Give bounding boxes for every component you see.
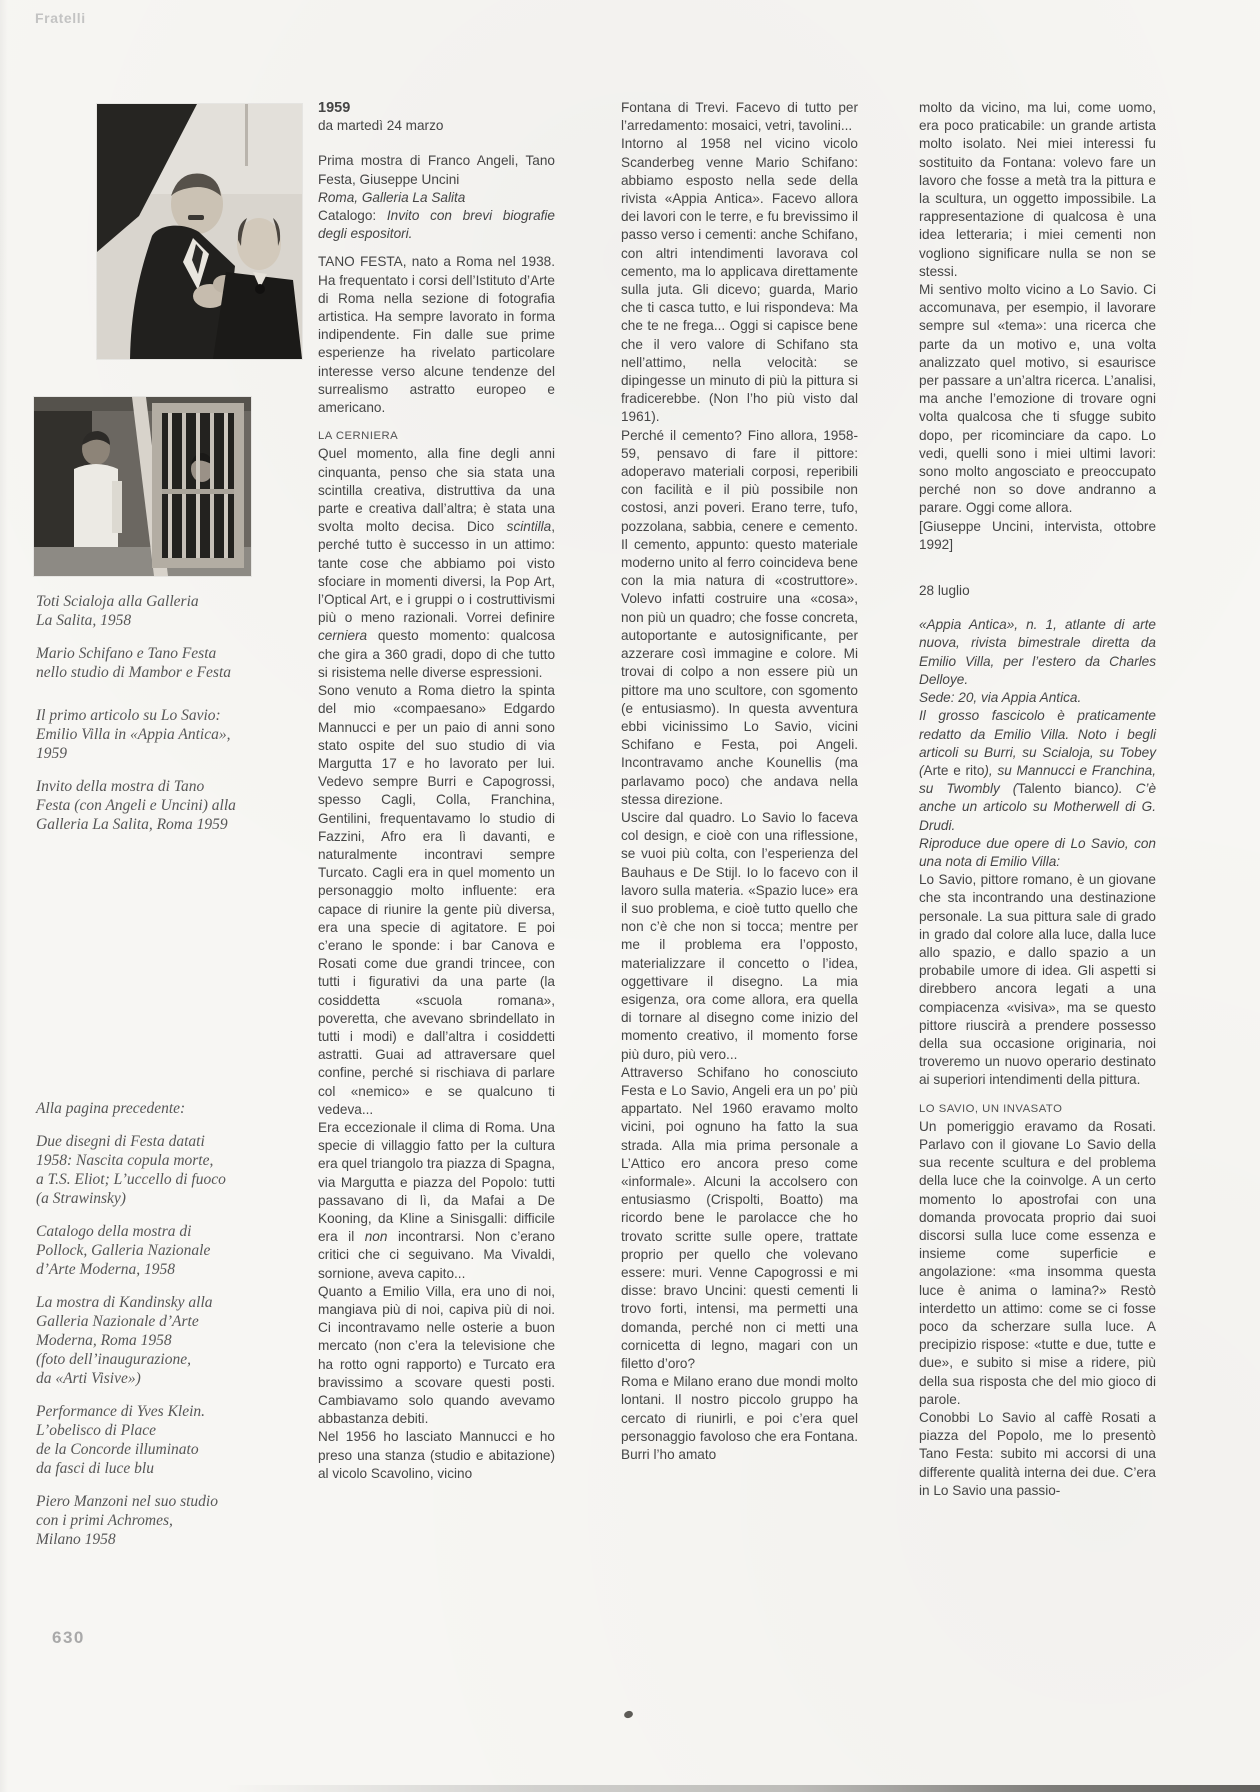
body-paragraph: Quanto a Emilio Villa, era uno di noi, mangiava più di noi, capiva più di noi. Ci incontravamo nelle osterie a buon mercato (non c’era la televisione che ha rotto ogni rapporto) e Turcato era bravissimo a scovare questi posti. Cambiavamo solo quando avevamo abbastanza debiti. — [318, 1283, 555, 1427]
review-paragraph: «Appia Antica», n. 1, atlante di arte nuova, rivista bimestrale diretta da Emilio Villa, per l’estero da Charles Delloye. — [919, 617, 1156, 687]
scan-edge-bar — [225, 1785, 1260, 1792]
photo-captions-previous-page — [36, 1099, 298, 1563]
review-paragraph: Il grosso fascicolo è praticamente redatto da Emilio Villa. Noto i begli articoli su Burri, su Scialoja, su Tobey (Arte e rito), su Mannucci e Franchina, su Twombly (Talento bianco). C’è anche un articolo su Motherwell di G. Drudi. — [919, 708, 1157, 833]
body-paragraph: Uscire dal quadro. Lo Savio lo faceva col design, e cioè con una riflessione, se vuoi più colta, con l’esperienza del Bauhaus e De Stijl. Io lo facevo con il lavoro sulla materia. «Spazio luce» era il suo problema, e cioè tutto quello che non c’è che non si tocca; mentre per me il problema era l’opposto, materializzare il concetto o l’idea, oggettivare il disegno. La mia esigenza, ora come allora, era quella di tornare al disegno come inizio del momento creativo, il momento forse più duro, più vero... — [621, 809, 858, 1062]
photo-caption: Il primo articolo su Lo Savio: Emilio Villa in «Appia Antica», 1959 — [36, 707, 231, 762]
body-paragraph: Un pomeriggio eravamo da Rosati. Parlavo con il giovane Lo Savio della sua recente scultura e del problema della luce che la coinvolge. A un certo momento lo apostrofai con una domanda provocata proprio dai suoi discorsi sulla luce come essenza e insieme come superficie e angolazione: «ma insomma questa luce è anima o lamina?» Restò interdetto un attimo: come se ci fosse poco da scherzare sulla luce. A precipizio rispose: «tutte e due, tutte e due», e subito si mise a ridere, più della sua risposta che del mio gioco di parole. — [919, 1118, 1156, 1407]
text-column-3 — [919, 99, 1156, 1500]
section-heading-lo-savio: LO SAVIO, UN INVASATO — [919, 1102, 1063, 1115]
page-number: 630 — [52, 1628, 85, 1647]
exhibition-venue: Roma, Galleria La Salita — [318, 189, 466, 205]
photo-caption: Catalogo della mostra di Pollock, Galleria Nazionale d’Arte Moderna, 1958 — [36, 1223, 211, 1278]
body-paragraph: Attraverso Schifano ho conosciuto Festa e Lo Savio, Angeli era un po’ più appartato. Nel 1960 eravamo molto vicini, poi ognuno ha fatto la sua strada. Alla mia prima personale a L’Attico ero ancora preso come «informale». Alcuni la accolsero con entusiasmo (Crispolti, Boatto) ma ricordo bene le parolacce che ho trovato scritte sulle opere, trattate proprio per quello che volevano essere: muri. Venne Capogrossi e mi disse: bravo Uncini: questi cementi li trovo forti, intensi, ma permetti una domanda, perché non ci metti una cornicetta di legno, magari con un filetto d’oro? — [621, 1064, 858, 1372]
text-column-1 — [318, 99, 555, 1483]
body-paragraph: Intorno al 1958 nel vicino vicolo Scanderbeg venne Mario Schifano: abbiamo esposto nella sede della rivista «Appia Antica». Facevo allora dei lavori con le terre, e fu brevissimo il passo verso i cementi: anche Schifano, con altri intendimenti lavorava col cemento, ma lo applicava direttamente sulla juta. Gli dicevo; guarda, Mario che ti casca tutto, e lui rispondeva: Ma che te ne frega... Oggi si capisce bene che il vero valore di Schifano sta nell’attimo, nella velocità: se dipingesse un minuto di più la pittura si fradicerebbe. (Non l’ho più visto dal 1961). — [621, 136, 858, 425]
body-paragraph: Perché il cemento? Fino allora, 1958-59, pensavo di fare il pittore: adoperavo materiali corposi, reperibili con facilità e il più possibile non costosi, anzi poveri. Erano terre, tufo, pozzolana, sabbia, cenere e cemento. Il cemento, appunto: questo materiale moderno unito al ferro coincideva bene con la mia natura di «costruttore». Volevo infatti costruire una «cosa», non più un quadro; che fosse concreta, autoportante e autosignificante, per azzerare così immagine e colore. Mi trovai di colpo a non essere più un pittore ma uno scultore, con sgomento (e entusiasmo). In questa avventura ebbi vicinissimo Lo Savio, vicini Schifano e Festa, poi Angeli. Incontravamo anche Kounellis (ma parlavamo poco) che andava nella stessa direzione. — [621, 427, 858, 807]
body-paragraph: Mi sentivo molto vicino a Lo Savio. Ci accomunava, per esempio, il lavorare sempre sul «tema»: una ricerca che parte da un motivo e, una volta analizzato quel motivo, si esaurisce per passare a un’altra ricerca. L’analisi, ma anche l’emozione di trovare ogni volta qualcosa che ti sfugge subito dopo, per ricominciare da capo. Lo vedi, quelli sono i miei ultimi lavori: sono molto angosciato e preoccupato perché non so dove andranno a parare. Oggi come allora. — [919, 282, 1156, 516]
review-paragraph: Sede: 20, via Appia Antica. — [919, 690, 1082, 706]
body-paragraph: Roma e Milano erano due mondi molto lontani. Il nostro piccolo gruppo ha cercato di riunirli, e poi c’era quel personaggio favoloso che era Fontana. Burri l’ho amato — [621, 1374, 858, 1463]
photo-captions-top — [36, 592, 298, 848]
date-line: da martedì 24 marzo — [318, 118, 444, 134]
catalog-line: Catalogo: Invito con brevi biografie degli espositori. — [318, 208, 555, 242]
photo-toti-scialoja — [97, 104, 302, 359]
photo-caption: Toti Scialoja alla Galleria La Salita, 1958 — [36, 593, 199, 629]
review-paragraph: Riproduce due opere di Lo Savio, con una nota di Emilio Villa: — [919, 835, 1156, 869]
interview-credit: [Giuseppe Uncini, intervista, ottobre 1992] — [919, 518, 1156, 552]
photo-caption: Performance di Yves Klein. L’obelisco di Place de la Concorde illuminato da fasci di luce blu — [36, 1403, 206, 1477]
body-paragraph: Sono venuto a Roma dietro la spinta del mio «compaesano» Edgardo Mannucci e per un paio di anni sono stato ospite del suo studio di via Margutta 17 e ho lavorato per lui. Vedevo sempre Burri e Capogrossi, spesso Cagli, Colla, Franchina, Gentilini, frequentavamo lo studio di Fazzini, Afro era lì davanti, e naturalmente incontravi sempre Turcato. Cagli era in quel momento un personaggio molto influente: era capace di riunire la gente più diversa, era una specie di agitatore. E poi c’erano le sponde: i bar Canova e Rosati come due grandi trincee, con tutti i figurativi da una parte (la cosiddetta «scuola romana», poveretta, che avevano sbrindellato in tutti i modi) e dall’altra i cosiddetti astratti. Guai ad attraversare quel confine, perché si rischiava di parlare col «nemico» e se qualcuno ti vedeva... — [318, 683, 555, 1117]
exhibition-entry: Prima mostra di Franco Angeli, Tano Festa, Giuseppe Uncini — [318, 153, 555, 187]
section-heading-la-cerniera: LA CERNIERA — [318, 430, 399, 443]
ink-speck — [623, 1710, 634, 1720]
photo-caption: Alla pagina precedente: — [36, 1100, 186, 1117]
body-paragraph: molto da vicino, ma lui, come uomo, era poco praticabile: un grande artista molto isolato. Nei miei interessi fu sostituito da Fontana: volevo fare un lavoro che fosse a metà tra la pittura e la scultura, un oggetto impossibile. La rappresentazione di qualcosa è una idea letteraria; i miei cementi non vogliono significare nulla se non se stessi. — [919, 100, 1156, 279]
photo-schifano-festa-studio — [34, 397, 251, 576]
photo-caption: La mostra di Kandinsky alla Galleria Nazionale d’Arte Moderna, Roma 1958 (foto dell’inaugurazione, da «Arti Visive») — [36, 1294, 213, 1387]
body-paragraph: Quel momento, alla fine degli anni cinquanta, penso che sia stata una scintilla creativa, distruttiva da una parte e creativa dall’altra; è stata una svolta molto decisa. Dico scintilla, perché tutto è successo in un attimo: tante cose che abbiamo poi visto sfociare in momenti diversi, la Pop Art, l’Optical Art, e i gruppi o i costruttivismi più o meno razionali. Vorrei definire cerniera questo momento: qualcosa che gira a 360 gradi, dopo di che tutto si risistema nelle diverse espressioni. — [318, 446, 555, 680]
bio-paragraph: TANO FESTA, nato a Roma nel 1938. Ha frequentato i corsi dell’Istituto d’Arte di Roma nella sezione di fotografia artistica. Ha sempre lavorato in forma indipendente. Fin dalle sue prime esperienze ha rivelato particolare interesse verso alcune tendenze del surrealismo astratto europeo e americano. — [318, 254, 555, 416]
year-heading: 1959 — [318, 100, 351, 116]
photo-caption: Piero Manzoni nel suo studio con i primi Achromes, Milano 1958 — [36, 1493, 218, 1548]
photo-caption: Invito della mostra di Tano Festa (con Angeli e Uncini) alla Galleria La Salita, Roma 1959 — [36, 778, 236, 833]
running-header: Fratelli — [35, 10, 86, 26]
text-column-2 — [621, 99, 858, 1464]
date-subheading: 28 luglio — [919, 583, 970, 599]
photo-caption: Due disegni di Festa datati 1958: Nascita copula morte, a T.S. Eliot; L’uccello di fuoco (a Strawinsky) — [36, 1133, 226, 1207]
body-paragraph: Era eccezionale il clima di Roma. Una specie di villaggio fatto per la cultura era quel triangolo tra piazza di Spagna, via Margutta e piazza del Popolo: tutti passavano di lì, da Mafai a De Kooning, da Kline a Sinisgalli: difficile era il non incontrarsi. Non c’erano critici che ci seguivano. Ma Vivaldi, sornione, aveva capito... — [318, 1119, 555, 1281]
photo-caption: Mario Schifano e Tano Festa nello studio di Mambor e Festa — [36, 645, 232, 681]
body-paragraph: Fontana di Trevi. Facevo di tutto per l’arredamento: mosaici, vetri, tavolini... — [621, 100, 858, 134]
body-paragraph: Lo Savio, pittore romano, è un giovane che sta incontrando una destinazione personale. La sua pittura sale di grado in grado dal colore alla luce, dalla luce allo spazio, e dallo spazio a un probabile umore di idea. Gli aspetti si direbbero ancora legati a una compiacenza «visiva», ma se questo pittore riuscirà a prendere possesso della sua occasione originaria, noi troveremo un nuovo operario destinato ai superiori intendimenti della pittura. — [919, 872, 1156, 1088]
body-paragraph: Conobbi Lo Savio al caffè Rosati a piazza del Popolo, me lo presentò Tano Festa: subito mi accorsi di una differente qualità interna dei due. C’era in Lo Savio una passio- — [919, 1410, 1156, 1498]
body-paragraph: Nel 1956 ho lasciato Mannucci e ho preso una stanza (studio e abitazione) al vicolo Scavolino, vicino — [318, 1429, 555, 1481]
